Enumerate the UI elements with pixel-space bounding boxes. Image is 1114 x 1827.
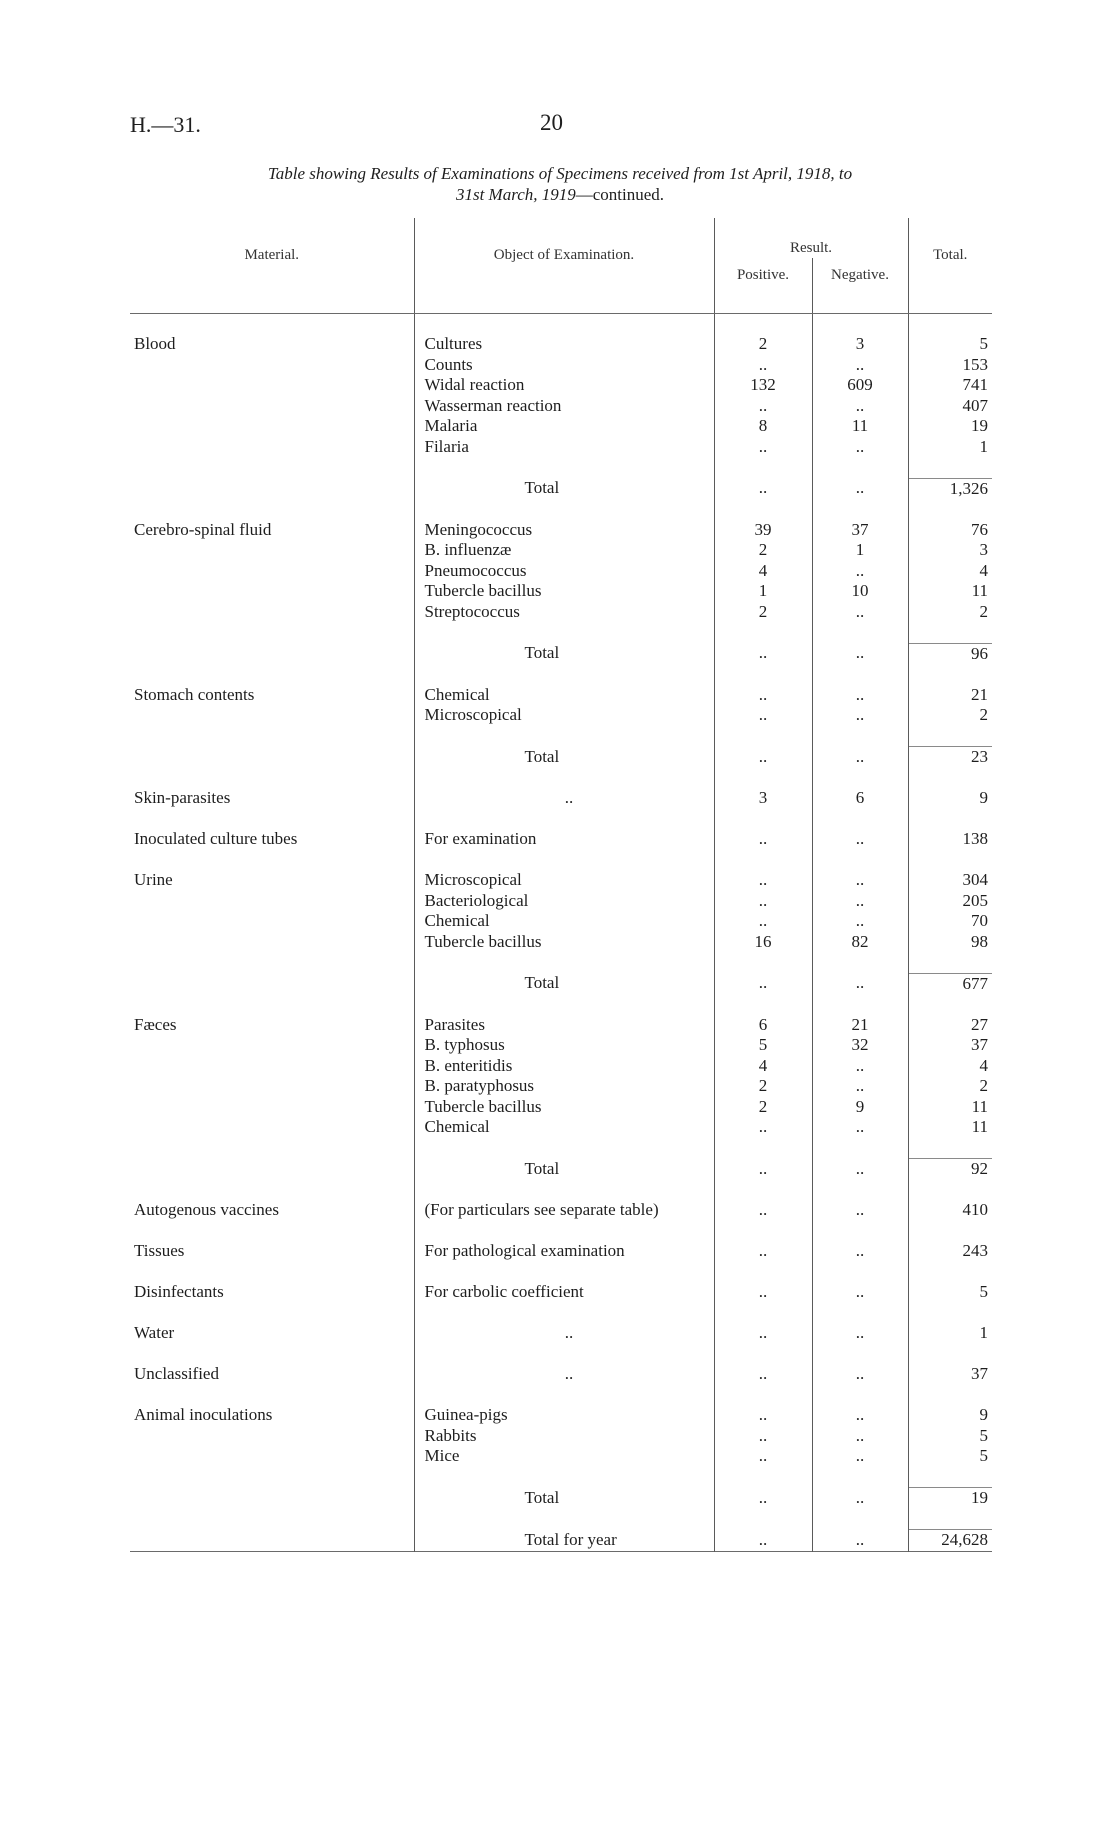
table-row: [130, 1097, 992, 1118]
material-cell-empty: [130, 437, 414, 458]
subtotal-label: Total: [414, 478, 714, 499]
table-row: [130, 375, 992, 396]
positive-cell: 132: [714, 375, 812, 396]
total-cell: 243: [908, 1241, 992, 1262]
page-number: 20: [540, 110, 563, 135]
spacer-row: [130, 1262, 992, 1283]
object-cell: Widal reaction: [414, 375, 714, 396]
material-cell-empty: [130, 1159, 414, 1180]
object-cell: Chemical: [414, 1117, 714, 1138]
material-cell-empty: [130, 911, 414, 932]
table-header: [130, 218, 992, 313]
subtotal-label: Total: [414, 1159, 714, 1180]
spacer-row: [130, 499, 992, 520]
negative-cell: 10: [812, 581, 908, 602]
spacer-row: [130, 1509, 992, 1530]
negative-cell: ..: [812, 705, 908, 726]
material-cell-empty: [130, 973, 414, 994]
material-cell-empty: [130, 478, 414, 499]
positive-cell: ..: [714, 1241, 812, 1262]
table-row: [130, 1076, 992, 1097]
object-cell: For pathological examination: [414, 1241, 714, 1262]
material-cell-empty: [130, 1488, 414, 1509]
total-cell: 9: [908, 1405, 992, 1426]
material-cell-empty: [130, 561, 414, 582]
subtotal-row: [130, 643, 992, 664]
total-cell: 407: [908, 396, 992, 417]
material-cell: Fæces: [134, 1014, 177, 1034]
table-body: [130, 313, 992, 1551]
material-cell: Blood: [134, 334, 176, 353]
material-cell-empty: [130, 1097, 414, 1118]
material-cell: Autogenous vaccines: [134, 1200, 279, 1219]
object-cell: Tubercle bacillus: [414, 581, 714, 602]
table-row: [130, 1241, 992, 1262]
material-cell-empty: [130, 1530, 414, 1552]
positive-cell: 2: [714, 602, 812, 623]
material-cell: Disinfectants: [134, 1282, 224, 1301]
table-row: [130, 685, 992, 706]
total-cell: 4: [908, 561, 992, 582]
table-row: [130, 932, 992, 953]
spacer-row: [130, 768, 992, 789]
negative-cell: 21: [812, 1015, 908, 1036]
material-cell-empty: [130, 540, 414, 561]
subtotal-negative: ..: [812, 973, 908, 994]
object-cell: Rabbits: [414, 1426, 714, 1447]
subtotal-total: 19: [908, 1488, 992, 1509]
total-cell: 4: [908, 1056, 992, 1077]
negative-cell: ..: [812, 870, 908, 891]
material-cell-empty: [130, 581, 414, 602]
total-cell: 2: [908, 1076, 992, 1097]
document-code: H.—31.: [130, 112, 201, 137]
spacer-row: [130, 726, 992, 747]
table-row: [130, 829, 992, 850]
negative-cell: ..: [812, 355, 908, 376]
spacer-row: [130, 809, 992, 830]
total-cell: 205: [908, 891, 992, 912]
positive-cell: 16: [714, 932, 812, 953]
spacer-row: [130, 1344, 992, 1365]
table-row: [130, 1056, 992, 1077]
subtotal-positive: ..: [714, 643, 812, 664]
table-title-continued: —continued.: [575, 185, 665, 204]
table-row: [130, 334, 992, 355]
total-cell: 304: [908, 870, 992, 891]
material-cell: Urine: [134, 870, 173, 889]
object-cell: Counts: [414, 355, 714, 376]
subtotal-label: Total: [414, 1488, 714, 1509]
negative-cell: ..: [812, 1364, 908, 1385]
table-row: [130, 1117, 992, 1138]
object-cell: Mice: [414, 1446, 714, 1467]
table-row: [130, 1282, 992, 1303]
table-title-second-line: [160, 184, 960, 205]
positive-cell: 8: [714, 416, 812, 437]
negative-cell: ..: [812, 1426, 908, 1447]
object-cell: ..: [414, 1364, 714, 1385]
material-cell-empty: [130, 416, 414, 437]
header-positive: Positive.: [714, 258, 812, 292]
positive-cell: ..: [714, 1446, 812, 1467]
negative-cell: ..: [812, 685, 908, 706]
grand-total-negative: ..: [812, 1530, 908, 1552]
subtotal-positive: ..: [714, 747, 812, 768]
negative-cell: 1: [812, 540, 908, 561]
negative-cell: ..: [812, 1323, 908, 1344]
object-cell: Tubercle bacillus: [414, 1097, 714, 1118]
material-cell-empty: [130, 1056, 414, 1077]
negative-cell: ..: [812, 1076, 908, 1097]
header-material: Material.: [244, 246, 300, 263]
material-cell-empty: [130, 891, 414, 912]
total-cell: 2: [908, 602, 992, 623]
positive-cell: ..: [714, 1200, 812, 1221]
subtotal-positive: ..: [714, 973, 812, 994]
table-row: [130, 1405, 992, 1426]
material-cell-empty: [130, 705, 414, 726]
positive-cell: 4: [714, 1056, 812, 1077]
object-cell: B. typhosus: [414, 1035, 714, 1056]
negative-cell: ..: [812, 911, 908, 932]
material-cell: Animal inoculations: [134, 1405, 273, 1424]
object-cell: Pneumococcus: [414, 561, 714, 582]
negative-cell: 82: [812, 932, 908, 953]
total-cell: 5: [908, 1426, 992, 1447]
subtotal-row: [130, 1159, 992, 1180]
positive-cell: 5: [714, 1035, 812, 1056]
spacer-row: [130, 1385, 992, 1406]
spacer-row: [130, 952, 992, 973]
header-object: Object of Examination.: [414, 218, 714, 292]
material-cell-empty: [130, 932, 414, 953]
positive-cell: ..: [714, 911, 812, 932]
negative-cell: ..: [812, 561, 908, 582]
spacer-row: [130, 664, 992, 685]
table-row: [130, 1364, 992, 1385]
material-cell: Unclassified: [134, 1364, 219, 1383]
table-row: [130, 437, 992, 458]
total-cell: 5: [908, 334, 992, 355]
total-cell: 9: [908, 788, 992, 809]
results-table: [130, 218, 992, 1552]
subtotal-positive: ..: [714, 1159, 812, 1180]
total-cell: 11: [908, 1097, 992, 1118]
table-row: [130, 1446, 992, 1467]
positive-cell: 2: [714, 334, 812, 355]
object-cell: B. influenzæ: [414, 540, 714, 561]
positive-cell: 2: [714, 540, 812, 561]
total-cell: 11: [908, 581, 992, 602]
negative-cell: 37: [812, 520, 908, 541]
negative-cell: 9: [812, 1097, 908, 1118]
positive-cell: ..: [714, 870, 812, 891]
negative-cell: 11: [812, 416, 908, 437]
table-title-line2: 31st March, 1919: [455, 185, 576, 204]
table-row: [130, 602, 992, 623]
negative-cell: ..: [812, 1200, 908, 1221]
negative-cell: ..: [812, 1117, 908, 1138]
material-cell-empty: [130, 1076, 414, 1097]
spacer-row: [130, 313, 992, 334]
object-cell: Microscopical: [414, 870, 714, 891]
spacer-row: [130, 1467, 992, 1488]
object-cell: Chemical: [414, 685, 714, 706]
material-cell-empty: [130, 643, 414, 664]
object-cell: Parasites: [414, 1015, 714, 1036]
object-cell: Bacteriological: [414, 891, 714, 912]
grand-total-positive: ..: [714, 1530, 812, 1552]
spacer-row: [130, 457, 992, 478]
object-cell: ..: [414, 1323, 714, 1344]
total-cell: 2: [908, 705, 992, 726]
subtotal-negative: ..: [812, 643, 908, 664]
total-cell: 5: [908, 1446, 992, 1467]
table-row: [130, 1015, 992, 1036]
table-title-line1: Table showing Results of Examinations of Specimens received from 1st April, 1918, to: [267, 164, 853, 183]
positive-cell: ..: [714, 1405, 812, 1426]
total-cell: 70: [908, 911, 992, 932]
subtotal-negative: ..: [812, 1488, 908, 1509]
table-row: [130, 911, 992, 932]
table-row: [130, 1426, 992, 1447]
object-cell: Malaria: [414, 416, 714, 437]
positive-cell: ..: [714, 355, 812, 376]
material-cell-empty: [130, 1426, 414, 1447]
material-cell-empty: [130, 375, 414, 396]
table-row: [130, 520, 992, 541]
object-cell: B. paratyphosus: [414, 1076, 714, 1097]
table-row: [130, 870, 992, 891]
table-row: [130, 891, 992, 912]
total-cell: 98: [908, 932, 992, 953]
object-cell: Filaria: [414, 437, 714, 458]
negative-cell: 3: [812, 334, 908, 355]
object-cell: Tubercle bacillus: [414, 932, 714, 953]
object-cell: Guinea-pigs: [414, 1405, 714, 1426]
header-negative: Negative.: [812, 258, 908, 292]
total-cell: 27: [908, 1015, 992, 1036]
table-row: [130, 788, 992, 809]
positive-cell: 2: [714, 1097, 812, 1118]
negative-cell: ..: [812, 829, 908, 850]
table-row: [130, 581, 992, 602]
object-cell: For examination: [414, 829, 714, 850]
positive-cell: ..: [714, 829, 812, 850]
table-row: [130, 396, 992, 417]
object-cell: (For particulars see separate table): [414, 1200, 714, 1221]
positive-cell: ..: [714, 705, 812, 726]
material-cell-empty: [130, 396, 414, 417]
total-cell: 410: [908, 1200, 992, 1221]
material-cell-empty: [130, 602, 414, 623]
object-cell: B. enteritidis: [414, 1056, 714, 1077]
subtotal-negative: ..: [812, 478, 908, 499]
positive-cell: ..: [714, 1282, 812, 1303]
negative-cell: ..: [812, 1282, 908, 1303]
object-cell: ..: [414, 788, 714, 809]
total-cell: 5: [908, 1282, 992, 1303]
total-cell: 3: [908, 540, 992, 561]
subtotal-row: [130, 1488, 992, 1509]
positive-cell: ..: [714, 685, 812, 706]
spacer-row: [130, 994, 992, 1015]
subtotal-total: 23: [908, 747, 992, 768]
table-row: [130, 416, 992, 437]
header-total: Total.: [908, 218, 992, 292]
positive-cell: ..: [714, 437, 812, 458]
negative-cell: ..: [812, 602, 908, 623]
object-cell: Microscopical: [414, 705, 714, 726]
subtotal-label: Total: [414, 643, 714, 664]
subtotal-row: [130, 973, 992, 994]
object-cell: Cultures: [414, 334, 714, 355]
table-row: [130, 540, 992, 561]
negative-cell: ..: [812, 1056, 908, 1077]
object-cell: Chemical: [414, 911, 714, 932]
subtotal-negative: ..: [812, 747, 908, 768]
positive-cell: 2: [714, 1076, 812, 1097]
negative-cell: ..: [812, 396, 908, 417]
total-cell: 138: [908, 829, 992, 850]
material-cell: Skin-parasites: [134, 788, 231, 807]
spacer-row: [130, 850, 992, 871]
negative-cell: ..: [812, 1405, 908, 1426]
material-cell-empty: [130, 355, 414, 376]
positive-cell: ..: [714, 1364, 812, 1385]
negative-cell: 32: [812, 1035, 908, 1056]
material-cell: Tissues: [134, 1241, 185, 1260]
subtotal-positive: ..: [714, 478, 812, 499]
subtotal-total: 92: [908, 1159, 992, 1180]
total-cell: 37: [908, 1035, 992, 1056]
object-cell: Wasserman reaction: [414, 396, 714, 417]
total-cell: 1: [908, 437, 992, 458]
positive-cell: 1: [714, 581, 812, 602]
table-title: [160, 163, 960, 184]
subtotal-total: 677: [908, 973, 992, 994]
material-cell-empty: [130, 1117, 414, 1138]
subtotal-row: [130, 747, 992, 768]
total-cell: 19: [908, 416, 992, 437]
spacer-row: [130, 1180, 992, 1201]
material-cell: Stomach contents: [134, 684, 255, 704]
subtotal-total: 1,326: [908, 478, 992, 499]
total-cell: 11: [908, 1117, 992, 1138]
header-result: Result.: [714, 218, 908, 258]
spacer-row: [130, 622, 992, 643]
material-cell: Water: [134, 1323, 175, 1342]
positive-cell: ..: [714, 1117, 812, 1138]
subtotal-negative: ..: [812, 1159, 908, 1180]
total-cell: 37: [908, 1364, 992, 1385]
total-cell: 1: [908, 1323, 992, 1344]
negative-cell: ..: [812, 891, 908, 912]
material-cell-empty: [130, 747, 414, 768]
positive-cell: 3: [714, 788, 812, 809]
grand-total-label: Total for year: [414, 1530, 714, 1552]
object-cell: Meningococcus: [414, 520, 714, 541]
subtotal-label: Total: [414, 973, 714, 994]
positive-cell: ..: [714, 891, 812, 912]
table-row: [130, 561, 992, 582]
total-cell: 153: [908, 355, 992, 376]
positive-cell: 39: [714, 520, 812, 541]
negative-cell: ..: [812, 437, 908, 458]
subtotal-total: 96: [908, 643, 992, 664]
grand-total-row: [130, 1530, 992, 1552]
material-cell: Cerebro-spinal fluid: [134, 519, 272, 539]
object-cell: For carbolic coefficient: [414, 1282, 714, 1303]
material-cell: Inoculated culture tubes: [134, 829, 298, 848]
spacer-row: [130, 1138, 992, 1159]
negative-cell: 609: [812, 375, 908, 396]
table-row: [130, 1323, 992, 1344]
positive-cell: ..: [714, 1323, 812, 1344]
negative-cell: ..: [812, 1241, 908, 1262]
object-cell: Streptococcus: [414, 602, 714, 623]
negative-cell: ..: [812, 1446, 908, 1467]
total-cell: 76: [908, 520, 992, 541]
grand-total-value: 24,628: [908, 1530, 992, 1552]
positive-cell: ..: [714, 396, 812, 417]
material-cell-empty: [130, 1035, 414, 1056]
table-row: [130, 355, 992, 376]
positive-cell: ..: [714, 1426, 812, 1447]
subtotal-positive: ..: [714, 1488, 812, 1509]
table-row: [130, 705, 992, 726]
positive-cell: 4: [714, 561, 812, 582]
table-row: [130, 1200, 992, 1221]
table-row: [130, 1035, 992, 1056]
negative-cell: 6: [812, 788, 908, 809]
material-cell-empty: [130, 1446, 414, 1467]
total-cell: 21: [908, 685, 992, 706]
positive-cell: 6: [714, 1015, 812, 1036]
total-cell: 741: [908, 375, 992, 396]
subtotal-row: [130, 478, 992, 499]
spacer-row: [130, 1303, 992, 1324]
spacer-row: [130, 1221, 992, 1242]
subtotal-label: Total: [414, 747, 714, 768]
